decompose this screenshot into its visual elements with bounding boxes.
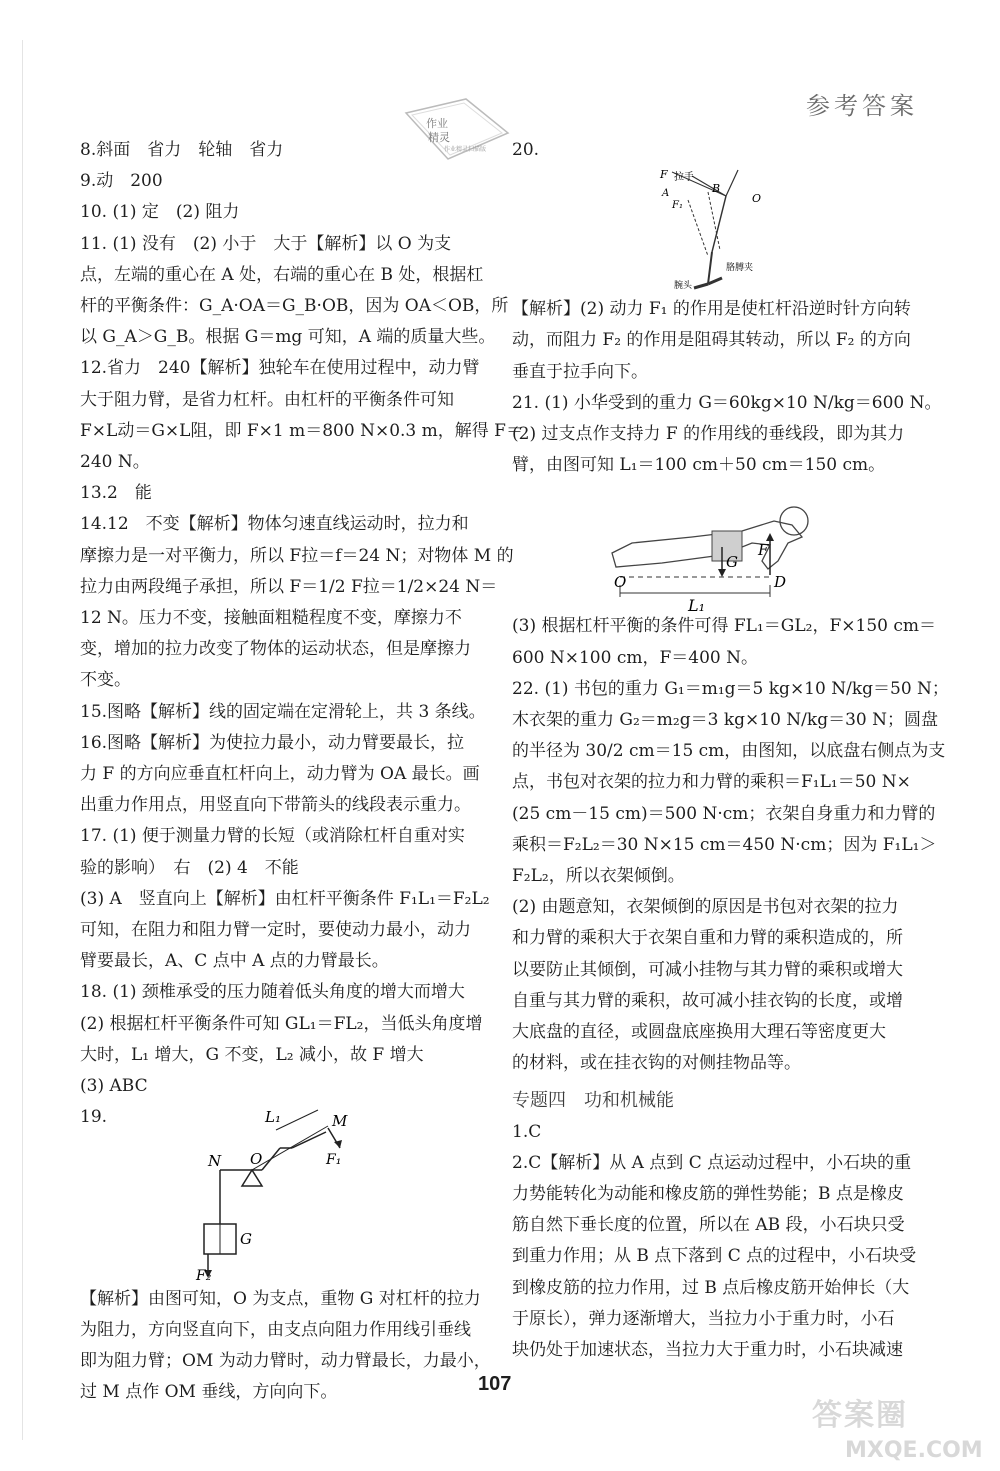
fig20-label-jiabang: 胳膊夹 [726,263,754,274]
text-line: (3) ABC [80,1076,148,1097]
text-line: 和力臂的乘积大于衣架自重和力臂的乘积造成的，所 [512,928,903,949]
left-answer-lines [80,135,523,1134]
text-line: 21. (1) 小华受到的重力 G＝60kg×10 N/kg＝600 N。 [512,392,942,413]
page-header: 参考答案 [806,92,918,120]
text-line: 臂，由图可知 L₁＝100 cm＋50 cm＝150 cm。 [512,455,886,476]
text-line: 15.图略【解析】线的固定端在定滑轮上，共 3 条线。 [80,701,486,722]
text-line: 2.C【解析】从 A 点到 C 点运动过程中，小石块的重 [512,1152,912,1173]
text-line: 240 N。 [80,452,150,473]
text-line: 20. [512,140,540,160]
figure-21-pushup-lever [512,481,922,616]
text-line: 过 M 点作 OM 垂线，方向向下。 [80,1382,338,1403]
text-line: 22. (1) 书包的重力 G₁＝m₁g＝5 kg×10 N/kg＝50 N； [512,678,949,699]
left-answer-lines-after-figure [80,1284,490,1409]
text-line: 12 N。压力不变，接触面粗糙程度不变，摩擦力不 [80,608,462,629]
text-line: (25 cm－15 cm)＝500 N·cm；衣架自身重力和力臂的 [512,803,936,824]
right-answer-lines-after-figure [512,611,949,1079]
fig21-label-L1: L₁ [688,596,706,616]
text-line: (3) A 竖直向上【解析】由杠杆平衡条件 F₁L₁＝F₂L₂ [80,888,490,909]
text-line: 【解析】(2) 动力 F₁ 的作用是使杠杆沿逆时针方向转 [512,299,911,320]
fig21-label-O: O [614,573,627,592]
text-line: 乘积＝F₂L₂＝30 N×15 cm＝450 N·cm；因为 F₁L₁＞ [512,834,937,855]
figure-20-arm-lever [512,166,922,294]
text-line: 的半径为 30/2 cm＝15 cm，由图知，以底盘右侧点为支 [512,741,946,762]
stamp-text-3: 作业精灵扫描版 [444,146,487,153]
text-line: 垂直于拉手向下。 [512,361,648,382]
text-line: 点，书包对衣架的拉力和力臂的乘积＝F₁L₁＝50 N× [512,772,911,793]
text-line: 600 N×100 cm，F＝400 N。 [512,647,758,668]
fig19-label-M: M [332,1111,348,1130]
fig19-label-N: N [208,1151,222,1170]
text-line: 不变。 [80,670,131,691]
text-line: 摩擦力是一对平衡力，所以 F拉＝f＝24 N；对物体 M 的 [80,545,514,566]
text-line: 以 G_A＞G_B。根据 G＝mg 可知，A 端的质量大些。 [80,327,496,348]
text-line: 大底盘的直径，或圆盘底座换用大理石等密度更大 [512,1022,886,1043]
fig19-label-F1: F₁ [326,1151,342,1168]
text-line: 大于阻力臂，是省力杠杆。由杠杆的平衡条件可知 [80,389,454,410]
text-line: 变，增加的拉力改变了物体的运动状态，但是摩擦力 [80,639,471,660]
text-line: 17. (1) 便于测量力臂的长短（或消除杠杆自重对实 [80,826,465,847]
text-line: 于原长），弹力逐渐增大，当拉力小于重力时，小石 [512,1308,895,1329]
right-column [512,135,949,1366]
fig20-label-A: A [662,188,670,200]
text-line: F×L动＝G×L阻，即 F×1 m＝800 N×0.3 m，解得 F＝ [80,420,523,441]
fig19-label-G: G [240,1229,252,1248]
text-line: 18. (1) 颈椎承受的压力随着低头角度的增大而增大 [80,982,465,1003]
fig20-label-O: O [752,192,762,206]
text-line: 16.图略【解析】为使拉力最小，动力臂要最长，拉 [80,732,465,753]
text-line: 大时，L₁ 增大，G 不变，L₂ 减小，故 F 增大 [80,1044,424,1065]
page-number: 107 [478,1373,512,1395]
text-line: (2) 过支点作支持力 F 的作用线的垂线段，即为其力 [512,424,905,445]
text-line: 9.动 200 [80,171,163,192]
text-line: (2) 由题意知，衣架倾倒的原因是书包对衣架的拉力 [512,897,899,918]
text-line: 自重与其力臂的乘积，故可减小挂衣钩的长度，或增 [512,990,903,1011]
text-line: (2) 根据杠杆平衡条件可知 GL₁＝FL₂，当低头角度增 [80,1013,483,1034]
fig20-label-F: F [660,168,668,182]
fig21-label-F: F [758,541,769,560]
right-answer-lines-top [512,135,922,166]
fig20-label-wanjie: 腕头 [674,281,693,292]
text-line: 臂要最长，A、C 点中 A 点的力臂最长。 [80,951,389,972]
text-line: 杆的平衡条件：G_A·OA＝G_B·OB，因为 OA＜OB，所 [80,296,509,317]
text-line: 12.省力 240【解析】独轮车在使用过程中，动力臂 [80,358,480,379]
text-line: 11. (1) 没有 (2) 小于 大于【解析】以 O 为支 [80,233,452,254]
text-line: 拉力由两段绳子承担，所以 F＝1/2 F拉＝1/2×24 N＝ [80,576,498,597]
text-line: 13.2 能 [80,483,152,504]
right-answer-lines-mid [512,294,942,481]
text-line: (3) 根据杠杆平衡的条件可得 FL₁＝GL₂，F×150 cm＝ [512,616,937,637]
text-line: 14.12 不变【解析】物体匀速直线运动时，拉力和 [80,514,469,535]
stamp-text-2: 精灵 [428,131,450,144]
fig21-label-D: D [774,573,787,592]
text-line: 【解析】由图可知，O 为支点，重物 G 对杠杆的拉力 [80,1288,481,1309]
fig20-label-lashou: 拉手 [674,172,694,184]
text-line: 以要防止其倾倒，可减小挂物与其力臂的乘积或增大 [512,959,903,980]
text-line: 到橡皮筋的拉力作用，过 B 点后橡皮筋开始伸长（大 [512,1277,910,1298]
text-line: 1.C [512,1121,542,1142]
fig19-label-L1: L₁ [265,1107,281,1126]
text-line: 为阻力，方向竖直向下，由支点向阻力作用线引垂线 [80,1319,471,1340]
watermark-url: MXQE.COM [845,1438,983,1463]
text-line: F₂L₂，所以衣架倾倒。 [512,866,685,887]
text-line: 点，左端的重心在 A 处，右端的重心在 B 处，根据杠 [80,264,484,285]
fig20-label-B: B [712,182,721,196]
text-line: 验的影响） 右 (2) 4 不能 [80,857,299,878]
fig19-label-F2: F₂ [196,1267,212,1284]
text-line: 19. [80,1107,108,1128]
right-answer-lines-end [512,1117,922,1367]
text-line: 的材料，或在挂衣钩的对侧挂物品等。 [512,1053,801,1074]
text-line: 筋自然下垂长度的位置，所以在 AB 段，小石块只受 [512,1215,905,1236]
fig19-label-O: O [250,1149,263,1168]
fig21-label-G: G [726,553,738,572]
watermark-logo: 答案圈 [812,1398,908,1433]
text-line: 8.斜面 省力 轮轴 省力 [80,140,284,160]
text-line: 动，而阻力 F₂ 的作用是阻碍其转动，所以 F₂ 的方向 [512,330,911,351]
text-line: 到重力作用；从 B 点下落到 C 点的过程中，小石块受 [512,1246,917,1267]
text-line: 木衣架的重力 G₂＝m₂g＝3 kg×10 N/kg＝30 N；圆盘 [512,710,938,731]
text-line: 块仍处于加速状态，当拉力大于重力时，小石块减速 [512,1340,903,1361]
text-line: 出重力作用点，用竖直向下带箭头的线段表示重力。 [80,795,471,816]
text-line: 10. (1) 定 (2) 阻力 [80,202,240,223]
text-line: 可知，在阻力和阻力臂一定时，要使动力最小，动力 [80,920,471,941]
stamp-text-1: 作业 [426,117,448,130]
fig20-label-F1: F₁ [672,200,683,212]
page-edge-line [22,40,23,1440]
text-line: 力势能转化为动能和橡皮筋的弹性势能；B 点是橡皮 [512,1184,904,1205]
text-line: 即为阻力臂；OM 为动力臂时，动力臂最长，力最小， [80,1350,491,1371]
section-title: 专题四 功和机械能 [512,1090,674,1112]
text-line: 力 F 的方向应垂直杠杆向上，动力臂为 OA 最长。画 [80,764,480,785]
